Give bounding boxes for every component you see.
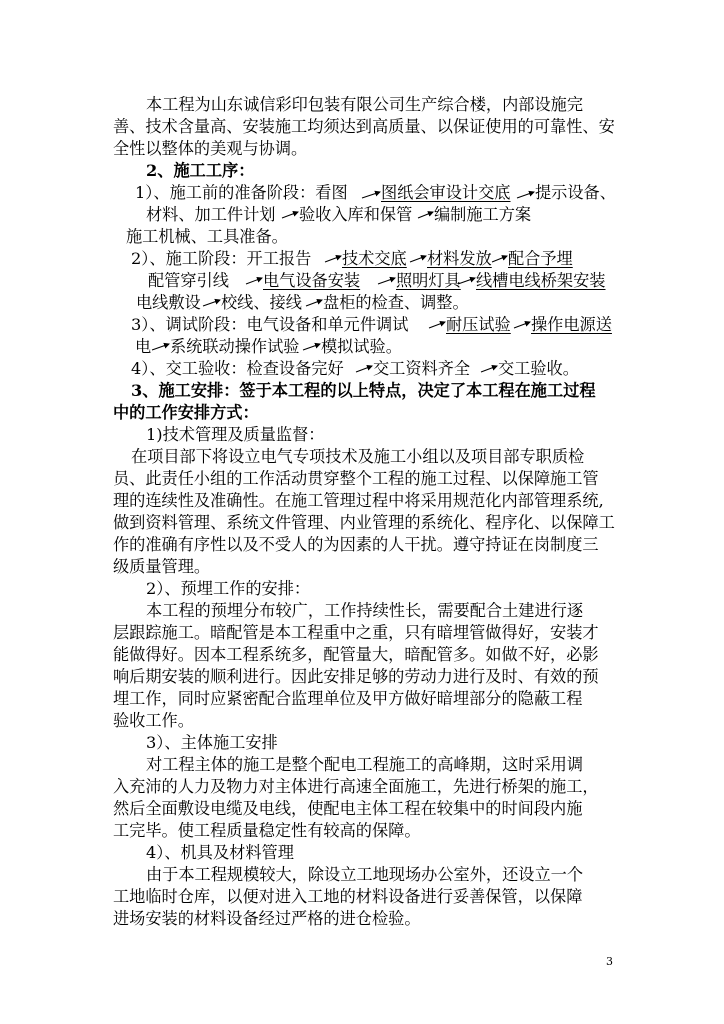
stage1-text: 验收入库和保管 (299, 205, 413, 224)
intro-line: 全性以整体的美观与协调。 (113, 139, 308, 158)
paragraph-line: 入充沛的人力及物力对主体进行高速全面施工，先进行桥架的施工， (113, 777, 599, 796)
stage2-text: 电线敷设 (136, 293, 201, 312)
paragraph-line: 员、此责任小组的工作活动贯穿整个工程的施工过程、以保障施工管 (113, 469, 599, 488)
section-2-heading: 2、施工工序： (146, 161, 255, 180)
stage2-text: 配管穿引线 (148, 271, 229, 290)
intro-line: 本工程为山东诚信彩印包装有限公司生产综合楼，内部设施完 (146, 95, 584, 114)
flow-arrow (481, 366, 497, 372)
stage2-text: 线槽电线桥架安装 (476, 271, 606, 290)
paragraph-line: 层跟踪施工。暗配管是本工程重中之重，只有暗埋管做得好，安装才 (113, 623, 599, 642)
flow-arrow (203, 300, 220, 306)
flow-arrow (514, 322, 530, 328)
flow-arrow (378, 278, 395, 284)
flow-arrow (356, 366, 372, 372)
stage1-text: 图纸会审设计交底 (381, 183, 511, 202)
subsection-title: 1)技术管理及质量监督： (146, 425, 325, 444)
page-number: 3 (606, 955, 613, 968)
intro-line: 善、技术含量高、安装施工均须达到高质量、以保证使用的可靠性、安 (113, 117, 615, 136)
stage4-text: 交工资料齐全 (373, 359, 471, 378)
paragraph-line: 理的连续性及准确性。在施工管理过程中将采用规范化内部管理系统, (113, 491, 604, 510)
flow-arrow (517, 192, 534, 198)
stage2-text: 材料发放 (427, 249, 492, 268)
paragraph-line: 作的准确有序性以及不受人的为因素的人干扰。遵守持证在岗制度三 (113, 535, 599, 554)
paragraph-line: 级质量管理。 (113, 557, 211, 576)
paragraph-line: 埋工作，同时应紧密配合监理单位及甲方做好暗埋部分的隐蔽工程 (113, 689, 583, 708)
flow-arrow (152, 344, 169, 350)
stage3-text: 电 (135, 337, 152, 356)
flow-arrow (362, 192, 380, 198)
flow-arrow (410, 256, 426, 262)
subsection-title: 4）、机具及材料管理 (146, 843, 294, 862)
stage2-text: 电气设备安装 (263, 271, 361, 290)
stage3-text: 模拟试验。 (321, 337, 402, 356)
flow-arrow (246, 278, 262, 284)
stage2-text: 技术交底 (342, 249, 407, 268)
stage2-text: 配合予埋 (508, 249, 573, 268)
stage1-text: 材料、加工件计划 (146, 205, 276, 224)
flow-arrow (418, 212, 433, 218)
paragraph-line: 工地临时仓库，以便对进入工地的材料设备进行妥善保管，以保障 (113, 887, 583, 906)
paragraph-line: 由于本工程规模较大，除设立工地现场办公室外，还设立一个 (146, 865, 584, 884)
subsection-title: 2）、预埋工作的安排： (146, 579, 311, 598)
flow-arrow (303, 344, 320, 350)
stage1-text: 1）、施工前的准备阶段：看图 (135, 183, 348, 202)
paragraph-line: 进场安装的材料设备经过严格的进仓检验。 (113, 909, 421, 928)
stage3-text: 操作电源送 (531, 315, 612, 334)
stage1-text: 提示设备、 (535, 183, 616, 202)
paragraph-line: 对工程主体的施工是整个配电工程施工的高峰期，这时采用调 (146, 755, 584, 774)
stage3-text: 3）、调试阶段：电气设备和单元件调试 (131, 315, 409, 334)
stage3-text: 系统联动操作试验 (170, 337, 300, 356)
section-3-heading: 3、施工安排：签于本工程的以上特点，决定了本工程在施工过程 (131, 381, 596, 400)
flow-arrow (325, 256, 341, 262)
paragraph-line: 验收工作。 (113, 711, 194, 730)
subsection-title: 3）、主体施工安排 (146, 733, 278, 752)
stage2-text: 校线、接线 (221, 293, 302, 312)
stage1-text: 施工机械、工具准备。 (126, 227, 288, 246)
stage2-text: 盘柜的检查、调整。 (323, 293, 469, 312)
flow-arrow (429, 322, 445, 328)
stage4-text: 交工验收。 (498, 359, 579, 378)
stage1-text: 编制施工方案 (434, 205, 532, 224)
paragraph-line: 在项目部下将设立电气专项技术及施工小组以及项目部专职质检 (131, 447, 585, 466)
paragraph-line: 能做得好。因本工程系统多，配管量大，暗配管多。如做不好，必影 (113, 645, 599, 664)
flow-arrow (492, 256, 507, 262)
paragraph-line: 本工程的预埋分布较广，工作持续性长，需要配合土建进行逐 (146, 601, 584, 620)
paragraph-line: 响后期安装的顺利进行。因此安排足够的劳动力进行及时、有效的预 (113, 667, 599, 686)
paragraph-line: 工完毕。使工程质量稳定性有较高的保障。 (113, 821, 421, 840)
stage3-text: 耐压试验 (446, 315, 511, 334)
section-3-heading: 中的工作安排方式： (113, 403, 259, 422)
stage2-text: 2）、施工阶段：开工报告 (131, 249, 312, 268)
stage4-text: 4）、交工验收：检查设备完好 (131, 359, 344, 378)
paragraph-line: 然后全面敷设电缆及电线，使配电主体工程在较集中的时间段内施 (113, 799, 583, 818)
stage2-text: 照明灯具 (396, 271, 461, 290)
flow-arrow (306, 300, 322, 306)
paragraph-line: 做到资料管理、系统文件管理、内业管理的系统化、程序化、以保障工 (113, 513, 615, 532)
flow-arrow (282, 212, 298, 218)
